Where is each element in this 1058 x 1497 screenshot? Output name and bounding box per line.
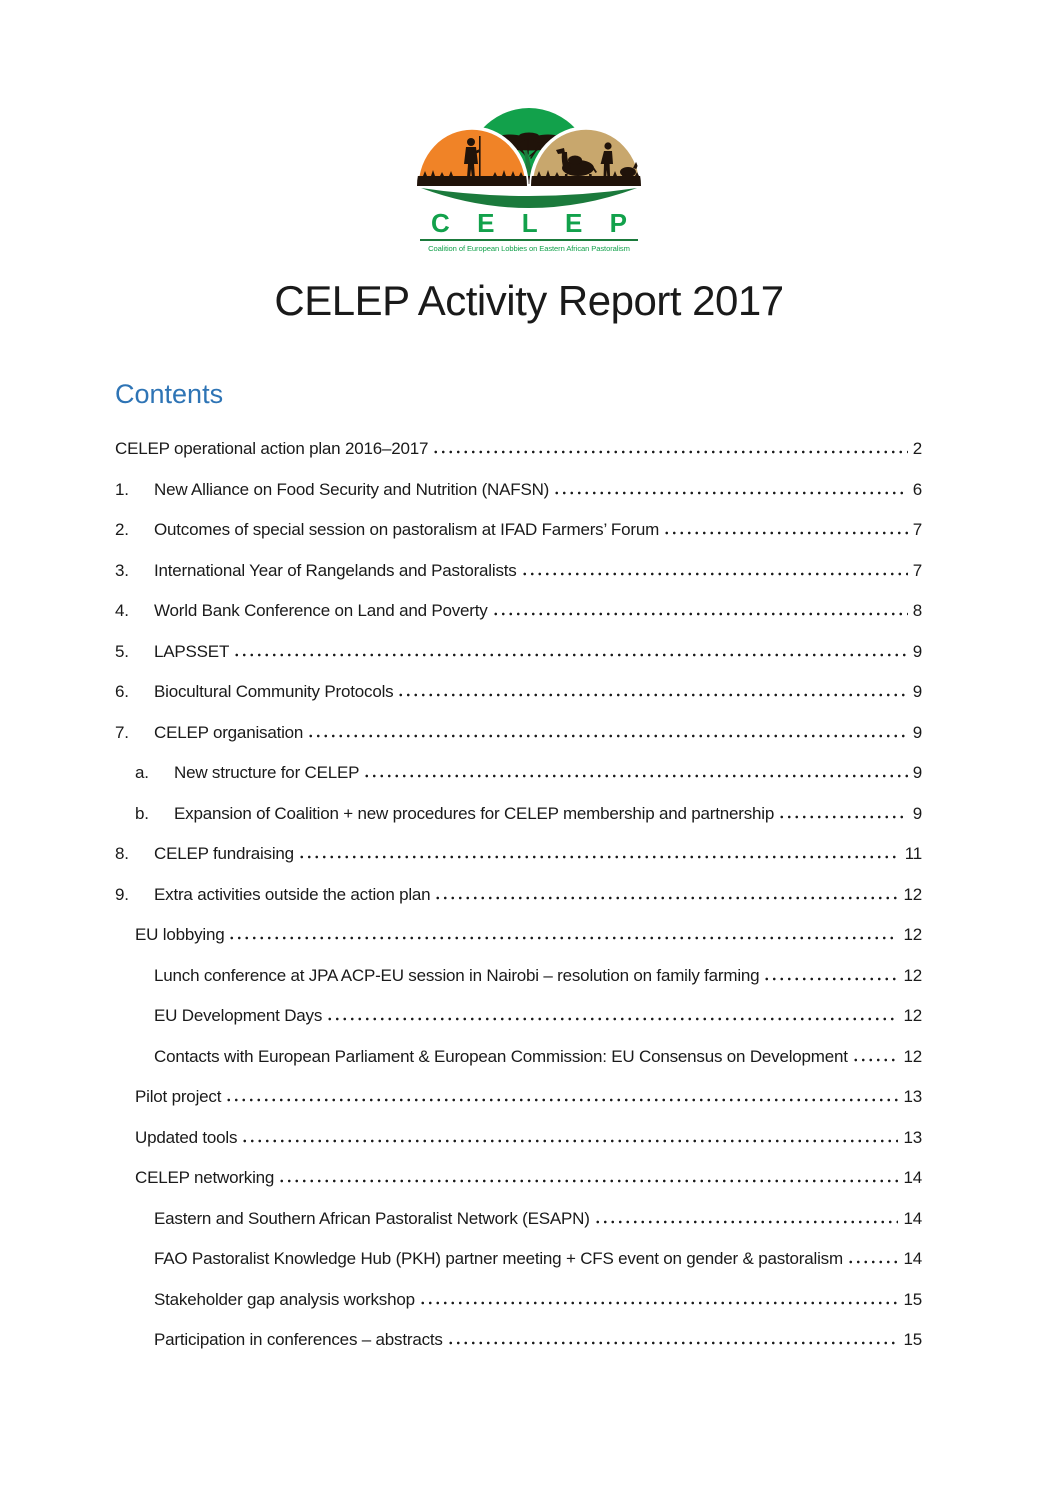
toc-entry-page: 9 [912,641,922,661]
toc-entry-label: CELEP fundraising [154,844,294,863]
celep-logo-graphic [415,106,643,208]
toc-entry-label: International Year of Rangelands and Pastoralists [154,560,517,580]
contents-heading: Contents [115,379,224,409]
toc-entry[interactable] [115,925,922,945]
toc-entry-label: Biocultural Community Protocols [154,682,394,701]
toc-leader-dots [419,1301,899,1305]
toc-leader-dots [521,572,908,576]
toc-entry-page: 6 [912,479,922,499]
toc-entry-number: 3. [115,560,129,580]
toc-leader-dots [492,612,908,616]
toc-entry[interactable] [115,1168,922,1188]
toc-entry[interactable] [115,1209,922,1229]
toc-entry-label: New structure for CELEP [174,763,360,782]
toc-entry-page: 12 [903,965,922,985]
toc-entry-number: a. [135,763,149,782]
toc-entry[interactable] [115,804,922,824]
toc-entry[interactable] [115,844,922,864]
toc-leader-dots [326,1017,898,1021]
toc-leader-dots [298,855,900,859]
toc-entry-page: 9 [912,682,922,701]
toc-entry-page: 12 [903,925,922,944]
toc-entry[interactable] [115,1330,922,1350]
toc-entry-page: 12 [903,1046,922,1066]
toc-leader-dots [225,1098,898,1102]
toc-leader-dots [847,1260,899,1264]
toc-entry[interactable] [115,885,922,905]
toc-leader-dots [778,815,908,819]
toc-entry-label: Contacts with European Parliament & European Commission: EU Consensus on Development [154,1046,848,1066]
toc-entry-label: Outcomes of special session on pastoralism at IFAD Farmers’ Forum [154,520,660,539]
toc-entry-number: 1. [115,479,129,499]
toc-entry-number: 2. [115,520,129,539]
toc-entry-label: CELEP operational action plan 2016–2017 [115,439,429,458]
toc-entry-number: 6. [115,682,129,701]
toc-entry-label: Updated tools [135,1127,238,1147]
toc-entry-page: 7 [912,560,922,580]
toc-entry[interactable] [115,561,922,581]
toc-entry-label: EU Development Days [154,1006,323,1025]
toc-entry[interactable] [115,1249,922,1269]
toc-entry-label: Lunch conference at JPA ACP-EU session in Nairobi – resolution on family farming [154,965,760,985]
toc-entry[interactable] [115,601,922,621]
toc-entry-page: 12 [903,1006,922,1025]
toc-entry-page: 2 [912,439,922,458]
toc-entry-label: Eastern and Southern African Pastoralist Network (ESAPN) [154,1208,590,1228]
toc-entry[interactable] [115,480,922,500]
toc-leader-dots [307,734,908,738]
toc-entry[interactable] [115,1047,922,1067]
toc-entry-label: World Bank Conference on Land and Poverty [154,601,488,620]
toc-entry[interactable] [115,1087,922,1107]
toc-entry-number: 7. [115,722,129,742]
toc-entry-page: 11 [904,844,922,863]
toc-entry-label: LAPSSET [154,641,230,661]
toc-entry-label: Pilot project [135,1087,222,1106]
toc-entry[interactable] [115,966,922,986]
toc-entry-number: 9. [115,884,129,904]
toc-entry-label: Expansion of Coalition + new procedures for CELEP membership and partnership [174,803,775,823]
toc-leader-dots [852,1058,899,1062]
toc-entry-page: 9 [912,803,922,823]
toc-entry-page: 9 [912,763,922,782]
toc-entry-page: 14 [903,1168,922,1187]
toc-entry-page: 13 [903,1127,922,1147]
toc-leader-dots [233,653,908,657]
toc-entry-label: New Alliance on Food Security and Nutrition (NAFSN) [154,479,550,499]
logo-swoosh [421,188,637,208]
toc-entry-number: 8. [115,844,129,863]
toc-entry-page: 7 [912,520,922,539]
toc-entry-label: Participation in conferences – abstracts [154,1330,443,1349]
toc-entry-page: 13 [903,1087,922,1106]
toc-leader-dots [763,977,898,981]
toc-entry-number: b. [135,803,149,823]
toc-leader-dots [278,1179,898,1183]
toc-entry[interactable] [115,1290,922,1310]
toc-entry-number: 4. [115,601,129,620]
toc-leader-dots [594,1220,899,1224]
toc-entry-number: 5. [115,641,129,661]
toc-leader-dots [397,693,907,697]
toc-leader-dots [663,531,908,535]
celep-logo-tagline: Coalition of European Lobbies on Eastern African Pastoralism [428,244,630,253]
toc-entry-label: Stakeholder gap analysis workshop [154,1289,415,1309]
toc-entry-page: 14 [903,1208,922,1228]
toc-entry-label: FAO Pastoralist Knowledge Hub (PKH) partner meeting + CFS event on gender & pastoralism [154,1249,843,1268]
celep-logo [379,0,679,254]
toc-entry-page: 8 [912,601,922,620]
toc-entry-page: 14 [903,1249,922,1268]
toc-leader-dots [434,896,898,900]
toc-entry[interactable] [115,723,922,743]
toc-entry[interactable] [115,1128,922,1148]
toc-entry-label: CELEP organisation [154,722,304,742]
toc-entry[interactable] [115,642,922,662]
toc-leader-dots [363,774,907,778]
toc-leader-dots [228,936,898,940]
toc-entry[interactable] [115,763,922,783]
toc-leader-dots [432,450,907,454]
celep-logo-wordmark: CELEP [431,208,655,238]
toc-entry-label: EU lobbying [135,925,225,944]
toc-entry-page: 15 [903,1330,922,1349]
toc-entry-label: Extra activities outside the action plan [154,884,431,904]
toc-entry[interactable] [115,520,922,540]
toc-entry-label: CELEP networking [135,1168,275,1187]
toc-entry[interactable] [115,682,922,702]
toc-leader-dots [447,1341,899,1345]
toc-entry[interactable] [115,439,922,459]
celep-logo-divider [420,239,638,241]
toc-entry-page: 12 [903,884,922,904]
toc-entry-page: 15 [903,1289,922,1309]
toc-leader-dots [553,491,908,495]
table-of-contents [115,439,922,1350]
document-title: CELEP Activity Report 2017 [274,277,784,324]
toc-leader-dots [241,1139,898,1143]
toc-entry[interactable] [115,1006,922,1026]
toc-entry-page: 9 [912,722,922,742]
